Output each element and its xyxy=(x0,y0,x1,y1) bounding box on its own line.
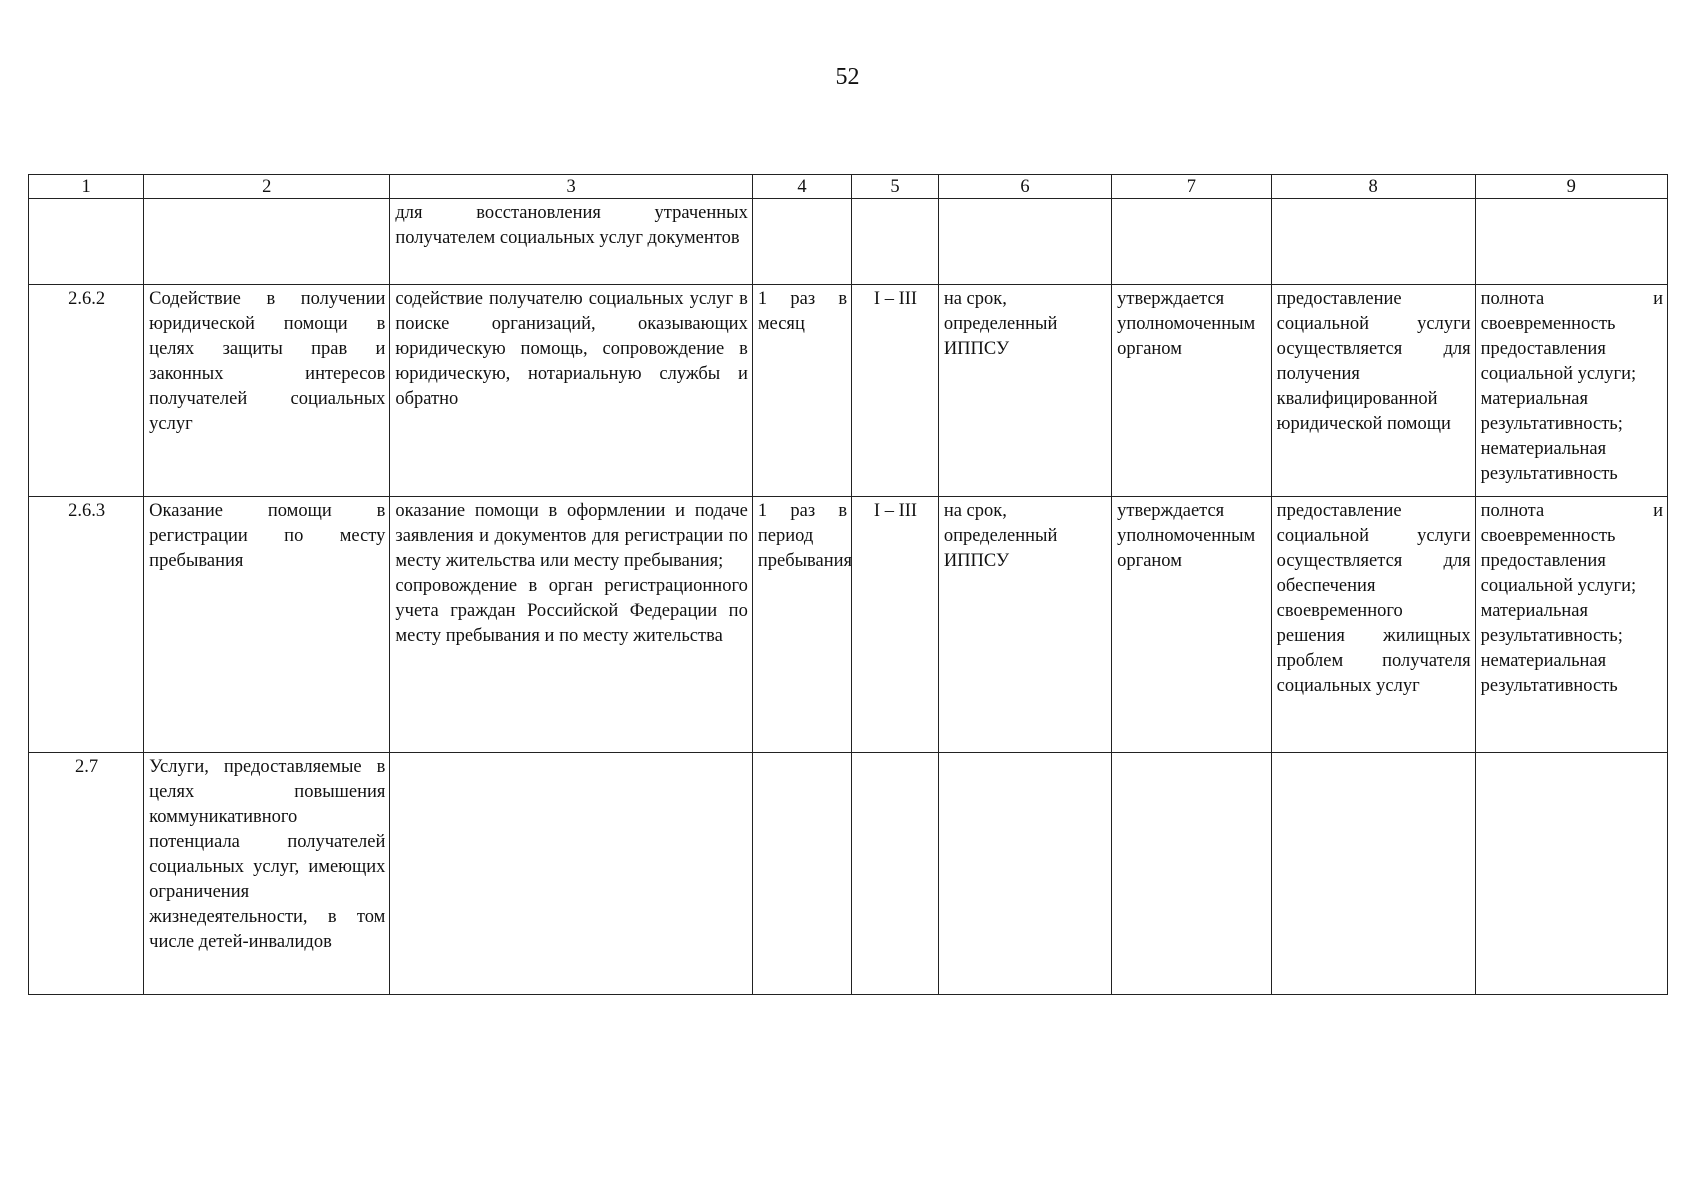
col-header-6: 6 xyxy=(938,175,1111,199)
row-number: 2.6.2 xyxy=(29,285,144,497)
quality-indicator: полнота и своевременность предоставления социальной услуги; xyxy=(1480,289,1663,384)
service-name: Оказание помощи в регистрации по месту пребывания xyxy=(144,497,390,753)
service-term: на срок, определенный ИППСУ xyxy=(938,497,1111,753)
quality-indicator: полнота и своевременность предоставления социальной услуги; xyxy=(1480,501,1663,596)
quality-indicator: материальная результативность; xyxy=(1480,601,1623,646)
table-row xyxy=(29,199,1668,285)
service-quality-indicators xyxy=(1475,199,1667,285)
service-frequency xyxy=(752,199,851,285)
service-conditions xyxy=(1271,199,1475,285)
service-group: I – III xyxy=(852,497,939,753)
col-header-8: 8 xyxy=(1271,175,1475,199)
service-description: для восстановления утраченных получателем социальных услуг документов xyxy=(390,199,752,285)
service-tariff xyxy=(1112,753,1272,995)
service-term: на срок, определенный ИППСУ xyxy=(938,285,1111,497)
service-quality-indicators xyxy=(1475,285,1667,497)
description-item: оказание помощи в оформлении и подаче заявления и документов для регистрации по месту жительства или месту пребывания; xyxy=(395,501,748,571)
service-frequency: 1 раз в месяц xyxy=(752,285,851,497)
row-number: 2.7 xyxy=(29,753,144,995)
service-tariff xyxy=(1112,199,1272,285)
col-header-5: 5 xyxy=(852,175,939,199)
service-term xyxy=(938,753,1111,995)
row-number xyxy=(29,199,144,285)
service-group xyxy=(852,753,939,995)
row-number: 2.6.3 xyxy=(29,497,144,753)
service-quality-indicators xyxy=(1475,753,1667,995)
col-header-4: 4 xyxy=(752,175,851,199)
col-header-9: 9 xyxy=(1475,175,1667,199)
service-frequency xyxy=(752,753,851,995)
service-name xyxy=(144,199,390,285)
quality-indicator: нематериальная результативность xyxy=(1480,651,1618,696)
service-frequency: 1 раз в период пребывания xyxy=(752,497,851,753)
service-tariff: утверждается уполномоченным органом xyxy=(1112,497,1272,753)
page-number: 52 xyxy=(835,64,860,90)
service-conditions: предоставление социальной услуги осуществляется для получения квалифицированной юридической помощи xyxy=(1271,285,1475,497)
table-row xyxy=(29,753,1668,995)
service-term xyxy=(938,199,1111,285)
service-group: I – III xyxy=(852,285,939,497)
service-name: Услуги, предоставляемые в целях повышения коммуникативного потенциала получателей социальных услуг, имеющих ограничения жизнедеятельности, в том числе детей-инвалидов xyxy=(144,753,390,995)
service-conditions: предоставление социальной услуги осуществляется для обеспечения своевременного решения жилищных проблем получателя социальных услуг xyxy=(1271,497,1475,753)
col-header-2: 2 xyxy=(144,175,390,199)
service-conditions xyxy=(1271,753,1475,995)
service-group xyxy=(852,199,939,285)
description-item: сопровождение в орган регистрационного учета граждан Российской Федерации по месту пребывания и по месту жительства xyxy=(395,576,748,646)
services-table xyxy=(28,174,1668,995)
quality-indicator: материальная результативность; xyxy=(1480,389,1623,434)
col-header-7: 7 xyxy=(1112,175,1272,199)
service-description xyxy=(390,497,752,753)
col-header-1: 1 xyxy=(29,175,144,199)
service-tariff: утверждается уполномоченным органом xyxy=(1112,285,1272,497)
service-name: Содействие в получении юридической помощи в целях защиты прав и законных интересов получателей социальных услуг xyxy=(144,285,390,497)
service-description xyxy=(390,753,752,995)
table-row xyxy=(29,285,1668,497)
table-row xyxy=(29,497,1668,753)
col-header-3: 3 xyxy=(390,175,752,199)
quality-indicator: нематериальная результативность xyxy=(1480,439,1618,484)
service-quality-indicators xyxy=(1475,497,1667,753)
column-number-row xyxy=(29,175,1668,199)
service-description: содействие получателю социальных услуг в поиске организаций, оказывающих юридическую помощь, сопровождение в юридическую, нотариальную службы и обратно xyxy=(390,285,752,497)
